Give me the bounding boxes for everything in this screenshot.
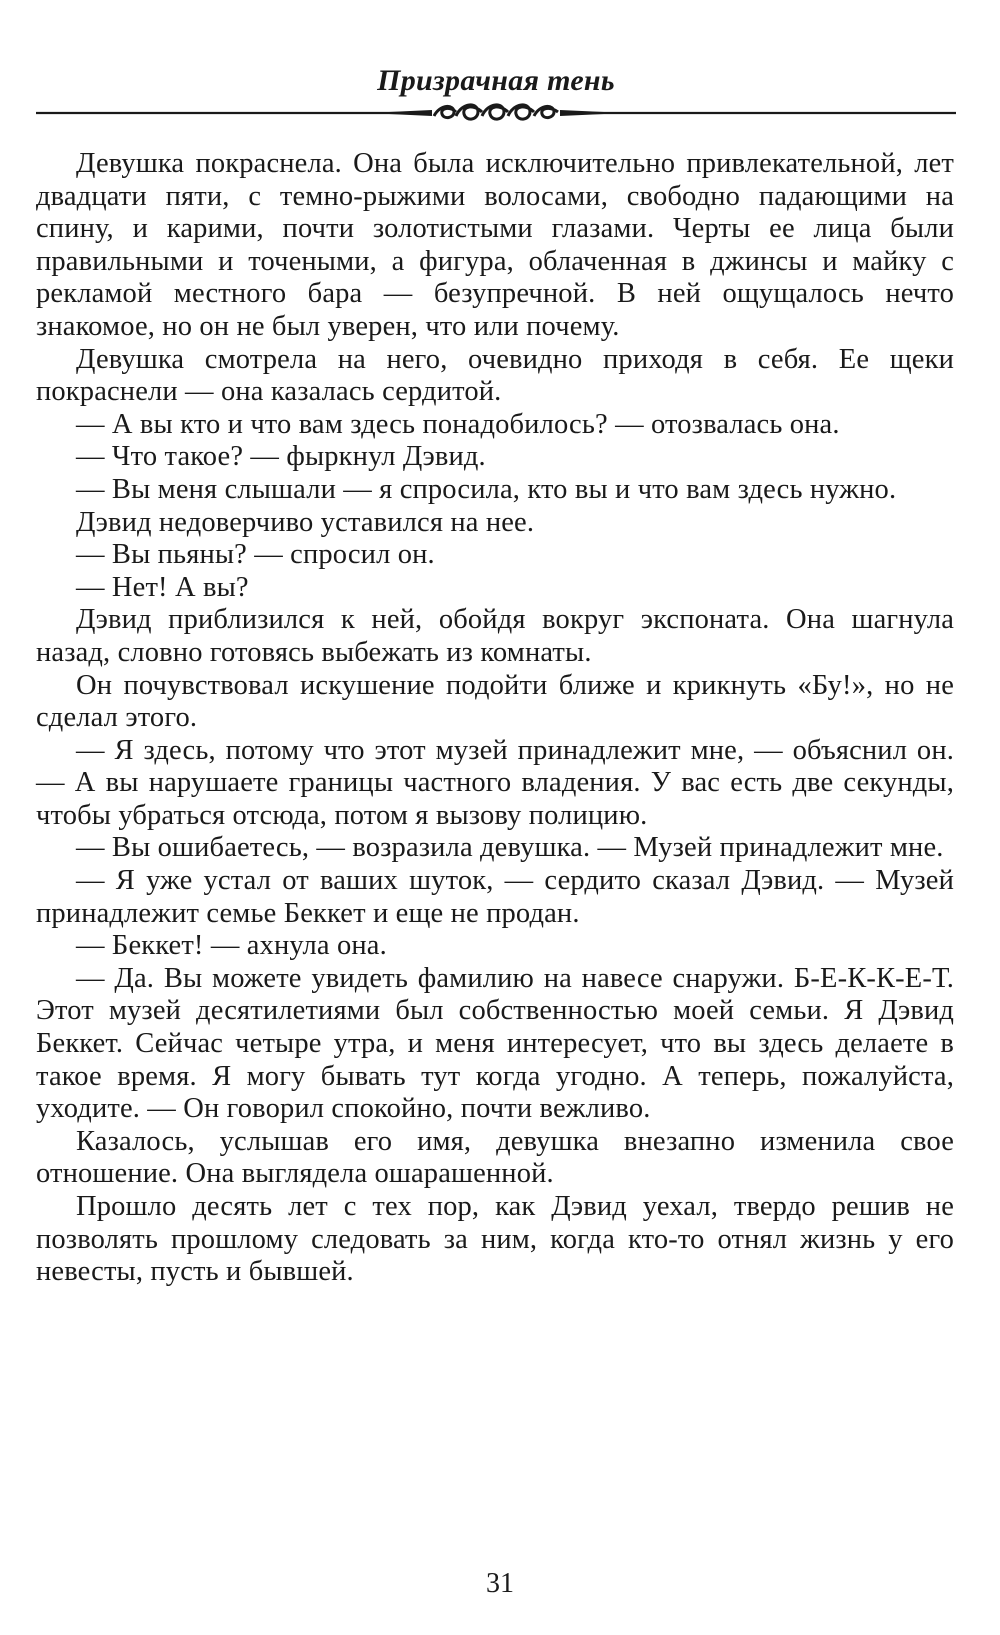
paragraph: — Вы меня слышали — я спросила, кто вы и что вам здесь нужно. bbox=[76, 473, 897, 505]
paragraph: — Я здесь, потому что этот музей принадлежит мне, — объяснил он. — А вы нарушаете границы частного владения. У вас есть две секунды, чтобы убраться отсюда, потом я вызову полицию. bbox=[36, 734, 954, 831]
paragraph: — Вы пьяны? — спросил он. bbox=[76, 539, 435, 571]
paragraph: — Вы ошибаетесь, — возразила девушка. — Музей принадлежит мне. bbox=[76, 832, 944, 864]
paragraph: — Я уже устал от ваших шуток, — сердито сказал Дэвид. — Музей принадлежит семье Беккет и еще не продан. bbox=[36, 865, 954, 929]
paragraph: — А вы кто и что вам здесь понадобилось? — отозвалась она. bbox=[76, 408, 840, 440]
running-title: Призрачная тень bbox=[377, 64, 615, 97]
page-number: 31 bbox=[486, 1568, 514, 1599]
paragraph: Казалось, услышав его имя, девушка внезапно изменила свое отношение. Она выглядела ошарашенной. bbox=[36, 1125, 954, 1190]
running-header bbox=[36, 54, 956, 126]
paragraph: Дэвид недоверчиво уставился на нее. bbox=[76, 506, 535, 538]
body-text bbox=[36, 148, 954, 1289]
paragraph: — Да. Вы можете увидеть фамилию на навесе снаружи. Б-Е-К-К-Е-Т. Этот музей десятилетиями был собственностью моей семьи. Я Дэвид Беккет. Сейчас четыре утра, и меня интересует, что вы здесь делаете в такое время. Я могу бывать тут когда угодно. А теперь, пожалуйста, уходите. — Он говорил спокойно, почти вежливо. bbox=[36, 962, 954, 1125]
scroll-ornament-icon bbox=[36, 100, 956, 126]
paragraph: Девушка покраснела. Она была исключительно привлекательной, лет двадцати пяти, с темно-рыжими волосами, свободно падающими на спину, и карими, почти золотистыми глазами. Черты ее лица были правильными и точеными, а фигура, облаченная в джинсы и майку с рекламой местного бара — безупречной. В ней ощущалось нечто знакомое, но он не был уверен, что или почему. bbox=[36, 148, 954, 342]
paragraph: — Нет! А вы? bbox=[76, 571, 249, 603]
paragraph: Прошло десять лет с тех пор, как Дэвид уехал, твердо решив не позволять прошлому следовать за ним, когда кто-то отнял жизнь у его невесты, пусть и бывшей. bbox=[36, 1191, 954, 1288]
paragraph: Он почувствовал искушение подойти ближе и крикнуть «Бу!», но не сделал этого. bbox=[36, 669, 954, 734]
paragraph: — Что такое? — фыркнул Дэвид. bbox=[76, 441, 486, 473]
paragraph: — Беккет! — ахнула она. bbox=[76, 930, 387, 962]
paragraph: Дэвид приблизился к ней, обойдя вокруг экспоната. Она шагнула назад, словно готовясь выбежать из комнаты. bbox=[36, 604, 954, 668]
paragraph: Девушка смотрела на него, очевидно приходя в себя. Ее щеки покраснели — она казалась сердитой. bbox=[36, 343, 954, 408]
